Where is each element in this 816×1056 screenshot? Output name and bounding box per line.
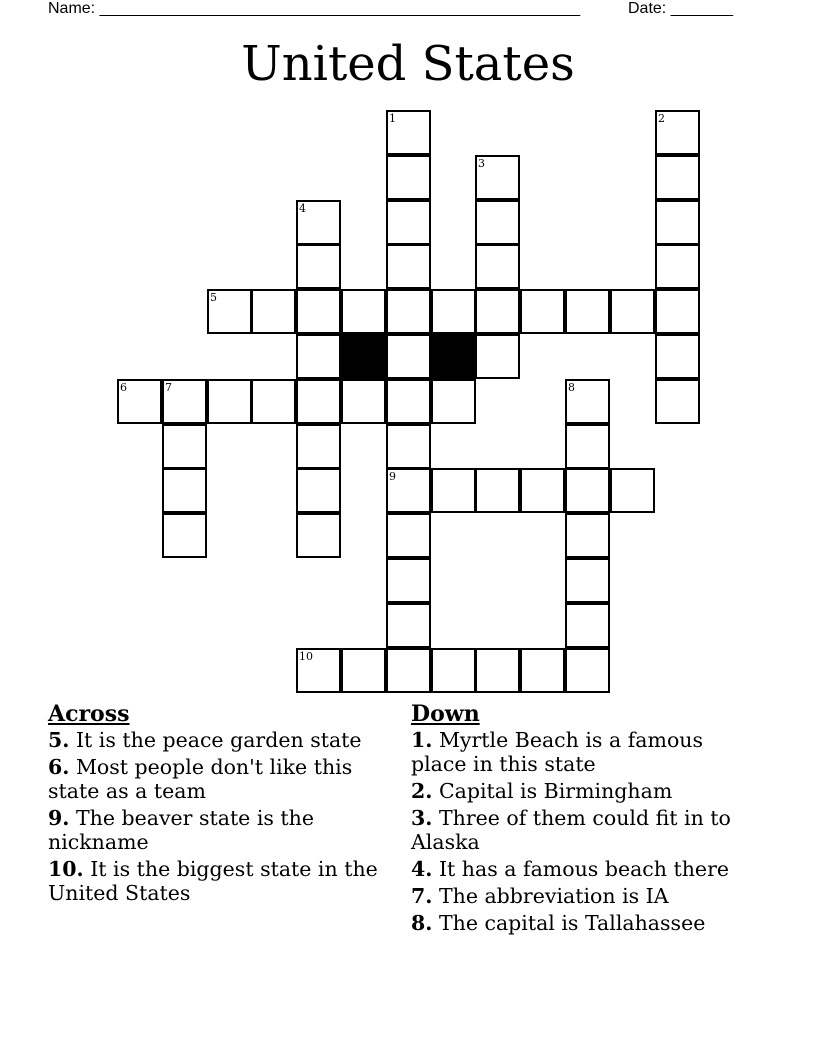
grid-cell[interactable]: [475, 200, 520, 245]
grid-cell[interactable]: [296, 289, 341, 334]
grid-cell[interactable]: [386, 468, 431, 513]
grid-cell[interactable]: [431, 289, 476, 334]
grid-cell[interactable]: [610, 468, 655, 513]
clue-number: 7.: [411, 884, 433, 908]
grid-cell[interactable]: [655, 155, 700, 200]
across-heading: Across: [48, 701, 130, 727]
clue-text: The beaver state is the nickname: [48, 806, 314, 854]
clue-number: 6.: [48, 755, 70, 779]
grid-cell[interactable]: [475, 155, 520, 200]
clue-text: The capital is Tallahassee: [438, 911, 706, 935]
grid-cell[interactable]: [655, 379, 700, 424]
cell-number: 7: [165, 381, 172, 394]
grid-cell[interactable]: [162, 379, 207, 424]
clue-number: 3.: [411, 806, 433, 830]
grid-cell[interactable]: [475, 289, 520, 334]
grid-cell[interactable]: [296, 648, 341, 693]
cell-number: 5: [210, 291, 217, 304]
grid-cell[interactable]: [386, 289, 431, 334]
grid-cell[interactable]: [207, 289, 252, 334]
grid-cell[interactable]: [386, 603, 431, 648]
grid-cell[interactable]: [655, 334, 700, 379]
clue-across-6: [48, 755, 393, 803]
cell-number: 3: [478, 157, 485, 170]
grid-block: [341, 334, 386, 379]
clue-text: The abbreviation is IA: [438, 884, 669, 908]
grid-cell[interactable]: [386, 424, 431, 469]
grid-cell[interactable]: [386, 244, 431, 289]
grid-cell[interactable]: [655, 289, 700, 334]
cell-number: 10: [299, 650, 313, 663]
grid-cell[interactable]: [475, 468, 520, 513]
grid-cell[interactable]: [565, 289, 610, 334]
grid-cell[interactable]: [251, 289, 296, 334]
grid-cell[interactable]: [341, 379, 386, 424]
cell-number: 6: [120, 381, 127, 394]
grid-cell[interactable]: [386, 200, 431, 245]
clue-down-2: [411, 779, 756, 803]
grid-cell[interactable]: [296, 468, 341, 513]
grid-cell[interactable]: [386, 648, 431, 693]
grid-cell[interactable]: [565, 468, 610, 513]
grid-cell[interactable]: [431, 468, 476, 513]
grid-cell[interactable]: [610, 289, 655, 334]
clue-number: 4.: [411, 857, 433, 881]
clue-across-10: [48, 857, 393, 905]
grid-cell[interactable]: [520, 468, 565, 513]
clue-text: Myrtle Beach is a famous place in this state: [411, 728, 704, 776]
across-clues: [48, 700, 393, 908]
grid-cell[interactable]: [162, 424, 207, 469]
grid-cell[interactable]: [386, 513, 431, 558]
grid-cell[interactable]: [162, 468, 207, 513]
clue-text: It has a famous beach there: [438, 857, 730, 881]
down-clues: [411, 700, 756, 938]
grid-cell[interactable]: [475, 648, 520, 693]
down-heading: Down: [411, 701, 480, 727]
grid-cell[interactable]: [162, 513, 207, 558]
grid-cell[interactable]: [296, 513, 341, 558]
grid-cell[interactable]: [386, 558, 431, 603]
cell-number: 2: [658, 112, 665, 125]
grid-cell[interactable]: [475, 244, 520, 289]
grid-cell[interactable]: [117, 379, 162, 424]
grid-cell[interactable]: [386, 110, 431, 155]
page-title: United States: [241, 36, 575, 92]
grid-cell[interactable]: [296, 334, 341, 379]
grid-cell[interactable]: [655, 110, 700, 155]
across-clue-list: [48, 728, 393, 905]
clue-down-8: [411, 911, 756, 935]
clue-number: 10.: [48, 857, 84, 881]
clue-text: Most people don't like this state as a team: [48, 755, 353, 803]
grid-cell[interactable]: [386, 155, 431, 200]
cell-number: 9: [389, 470, 396, 483]
grid-cell[interactable]: [565, 379, 610, 424]
clue-number: 9.: [48, 806, 70, 830]
grid-cell[interactable]: [296, 244, 341, 289]
cell-number: 4: [299, 202, 306, 215]
clue-across-5: [48, 728, 393, 752]
clue-text: It is the peace garden state: [75, 728, 362, 752]
clue-across-9: [48, 806, 393, 854]
grid-cell[interactable]: [565, 513, 610, 558]
clue-number: 8.: [411, 911, 433, 935]
name-label: Name: ______________________________________________________: [48, 0, 581, 17]
clue-text: Three of them could fit in to Alaska: [411, 806, 731, 854]
grid-cell[interactable]: [296, 200, 341, 245]
grid-cell[interactable]: [431, 379, 476, 424]
clue-down-3: [411, 806, 756, 854]
clue-number: 1.: [411, 728, 433, 752]
grid-cell[interactable]: [565, 558, 610, 603]
grid-cell[interactable]: [565, 648, 610, 693]
grid-cell[interactable]: [565, 424, 610, 469]
cell-number: 8: [568, 381, 575, 394]
grid-cell[interactable]: [296, 424, 341, 469]
cell-number: 1: [389, 112, 396, 125]
clue-text: It is the biggest state in the United States: [48, 857, 378, 905]
grid-cell[interactable]: [341, 648, 386, 693]
grid-cell[interactable]: [341, 289, 386, 334]
grid-cell[interactable]: [655, 244, 700, 289]
grid-cell[interactable]: [386, 379, 431, 424]
grid-cell[interactable]: [251, 379, 296, 424]
date-label: Date: _______: [628, 0, 733, 17]
grid-block: [431, 334, 476, 379]
down-clue-list: [411, 728, 756, 935]
clue-number: 2.: [411, 779, 433, 803]
clue-text: Capital is Birmingham: [438, 779, 673, 803]
grid-cell[interactable]: [520, 289, 565, 334]
grid-cell[interactable]: [296, 379, 341, 424]
clue-down-7: [411, 884, 756, 908]
clue-down-1: [411, 728, 756, 776]
grid-cell[interactable]: [207, 379, 252, 424]
grid-cell[interactable]: [655, 200, 700, 245]
clue-down-4: [411, 857, 756, 881]
grid-cell[interactable]: [520, 648, 565, 693]
grid-cell[interactable]: [431, 648, 476, 693]
grid-cell[interactable]: [565, 603, 610, 648]
clue-number: 5.: [48, 728, 70, 752]
grid-cell[interactable]: [386, 334, 431, 379]
grid-cell[interactable]: [475, 334, 520, 379]
